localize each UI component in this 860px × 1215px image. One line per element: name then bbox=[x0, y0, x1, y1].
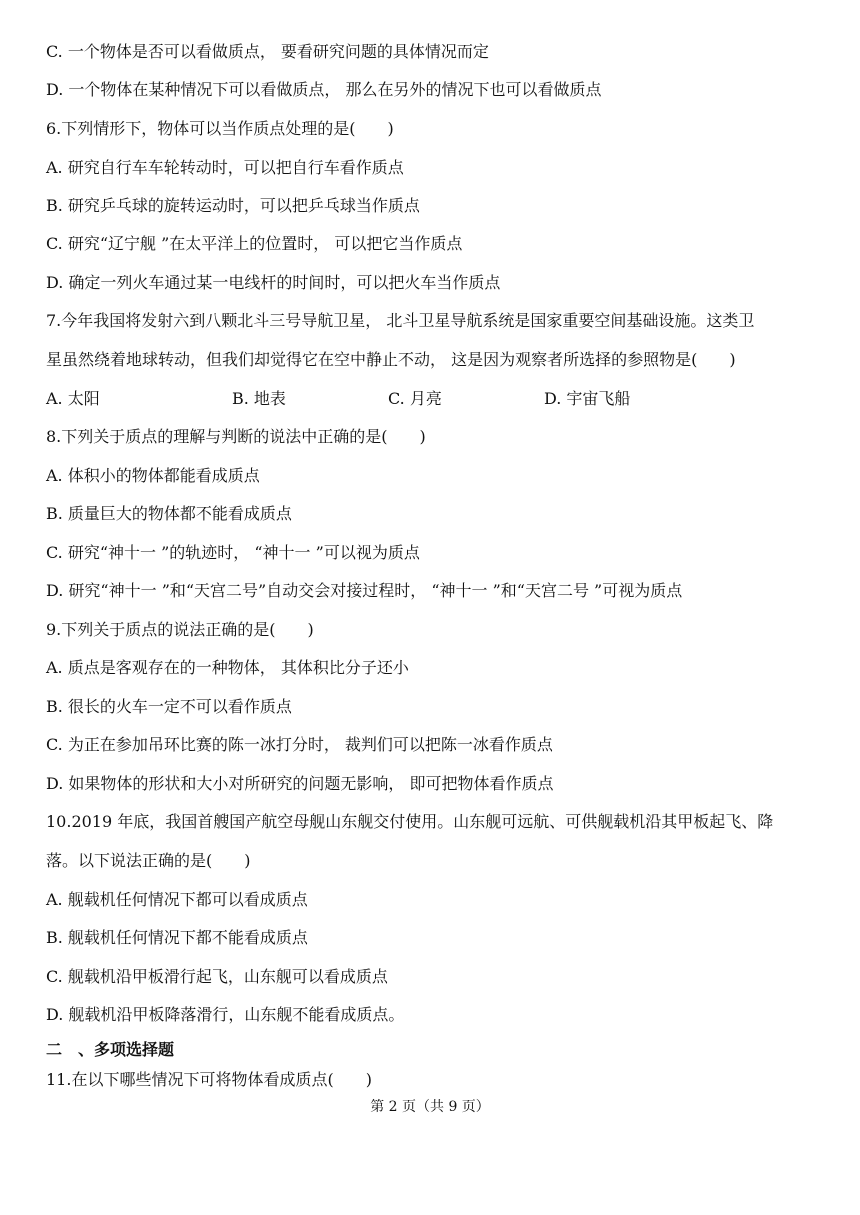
q10-stem-line-2: 落。以下说法正确的是( ) bbox=[46, 851, 251, 870]
page-footer: 第 2 页（共 9 页） bbox=[370, 1099, 490, 1115]
section-heading: 二 、多项选择题 bbox=[46, 1040, 175, 1059]
q8-option-d: D. 研究“神十一 ”和“天宫二号”自动交会对接过程时， “神十一 ”和“天宫二号 ”可视为质点 bbox=[46, 581, 683, 600]
q7-stem-line-1: 7.今年我国将发射六到八颗北斗三号导航卫星， 北斗卫星导航系统是国家重要空间基础设施。这类卫 bbox=[46, 311, 755, 330]
q10-option-b: B. 舰载机任何情况下都不能看成质点 bbox=[46, 928, 308, 947]
q8-option-c: C. 研究“神十一 ”的轨迹时， “神十一 ”可以视为质点 bbox=[46, 543, 420, 562]
q5-option-d: D. 一个物体在某种情况下可以看做质点， 那么在另外的情况下也可以看做质点 bbox=[46, 80, 602, 99]
q11-stem: 11.在以下哪些情况下可将物体看成质点( ) bbox=[46, 1070, 372, 1089]
q9-stem: 9.下列关于质点的说法正确的是( ) bbox=[46, 620, 314, 639]
q7-option-c: C. 月亮 bbox=[388, 389, 442, 408]
q7-options bbox=[46, 388, 826, 410]
q7-option-b: B. 地表 bbox=[232, 389, 286, 408]
q8-option-a: A. 体积小的物体都能看成质点 bbox=[46, 466, 260, 485]
q9-option-d: D. 如果物体的形状和大小对所研究的问题无影响， 即可把物体看作质点 bbox=[46, 774, 554, 793]
q6-option-c: C. 研究“辽宁舰 ”在太平洋上的位置时， 可以把它当作质点 bbox=[46, 234, 463, 253]
q10-stem-line-1: 10.2019 年底，我国首艘国产航空母舰山东舰交付使用。山东舰可远航、可供舰载机沿其甲板起飞、降 bbox=[46, 812, 774, 831]
q9-option-c: C. 为正在参加吊环比赛的陈一冰打分时， 裁判们可以把陈一冰看作质点 bbox=[46, 735, 553, 754]
q6-option-b: B. 研究乒乓球的旋转运动时，可以把乒乓球当作质点 bbox=[46, 196, 420, 215]
q6-option-a: A. 研究自行车车轮转动时，可以把自行车看作质点 bbox=[46, 158, 404, 177]
q6-stem: 6.下列情形下，物体可以当作质点处理的是( ) bbox=[46, 119, 394, 138]
q7-option-d: D. 宇宙飞船 bbox=[544, 389, 631, 408]
q8-option-b: B. 质量巨大的物体都不能看成质点 bbox=[46, 504, 292, 523]
q7-option-a: A. 太阳 bbox=[46, 389, 100, 408]
q10-option-d: D. 舰载机沿甲板降落滑行，山东舰不能看成质点。 bbox=[46, 1005, 405, 1024]
q7-stem-line-2: 星虽然绕着地球转动，但我们却觉得它在空中静止不动， 这是因为观察者所选择的参照物是( ) bbox=[46, 350, 736, 369]
q5-option-c: C. 一个物体是否可以看做质点， 要看研究问题的具体情况而定 bbox=[46, 42, 489, 61]
q10-option-a: A. 舰载机任何情况下都可以看成质点 bbox=[46, 890, 308, 909]
q9-option-b: B. 很长的火车一定不可以看作质点 bbox=[46, 697, 292, 716]
q9-option-a: A. 质点是客观存在的一种物体， 其体积比分子还小 bbox=[46, 658, 409, 677]
q6-option-d: D. 确定一列火车通过某一电线杆的时间时，可以把火车当作质点 bbox=[46, 273, 501, 292]
q8-stem: 8.下列关于质点的理解与判断的说法中正确的是( ) bbox=[46, 427, 426, 446]
q10-option-c: C. 舰载机沿甲板滑行起飞，山东舰可以看成质点 bbox=[46, 967, 388, 986]
